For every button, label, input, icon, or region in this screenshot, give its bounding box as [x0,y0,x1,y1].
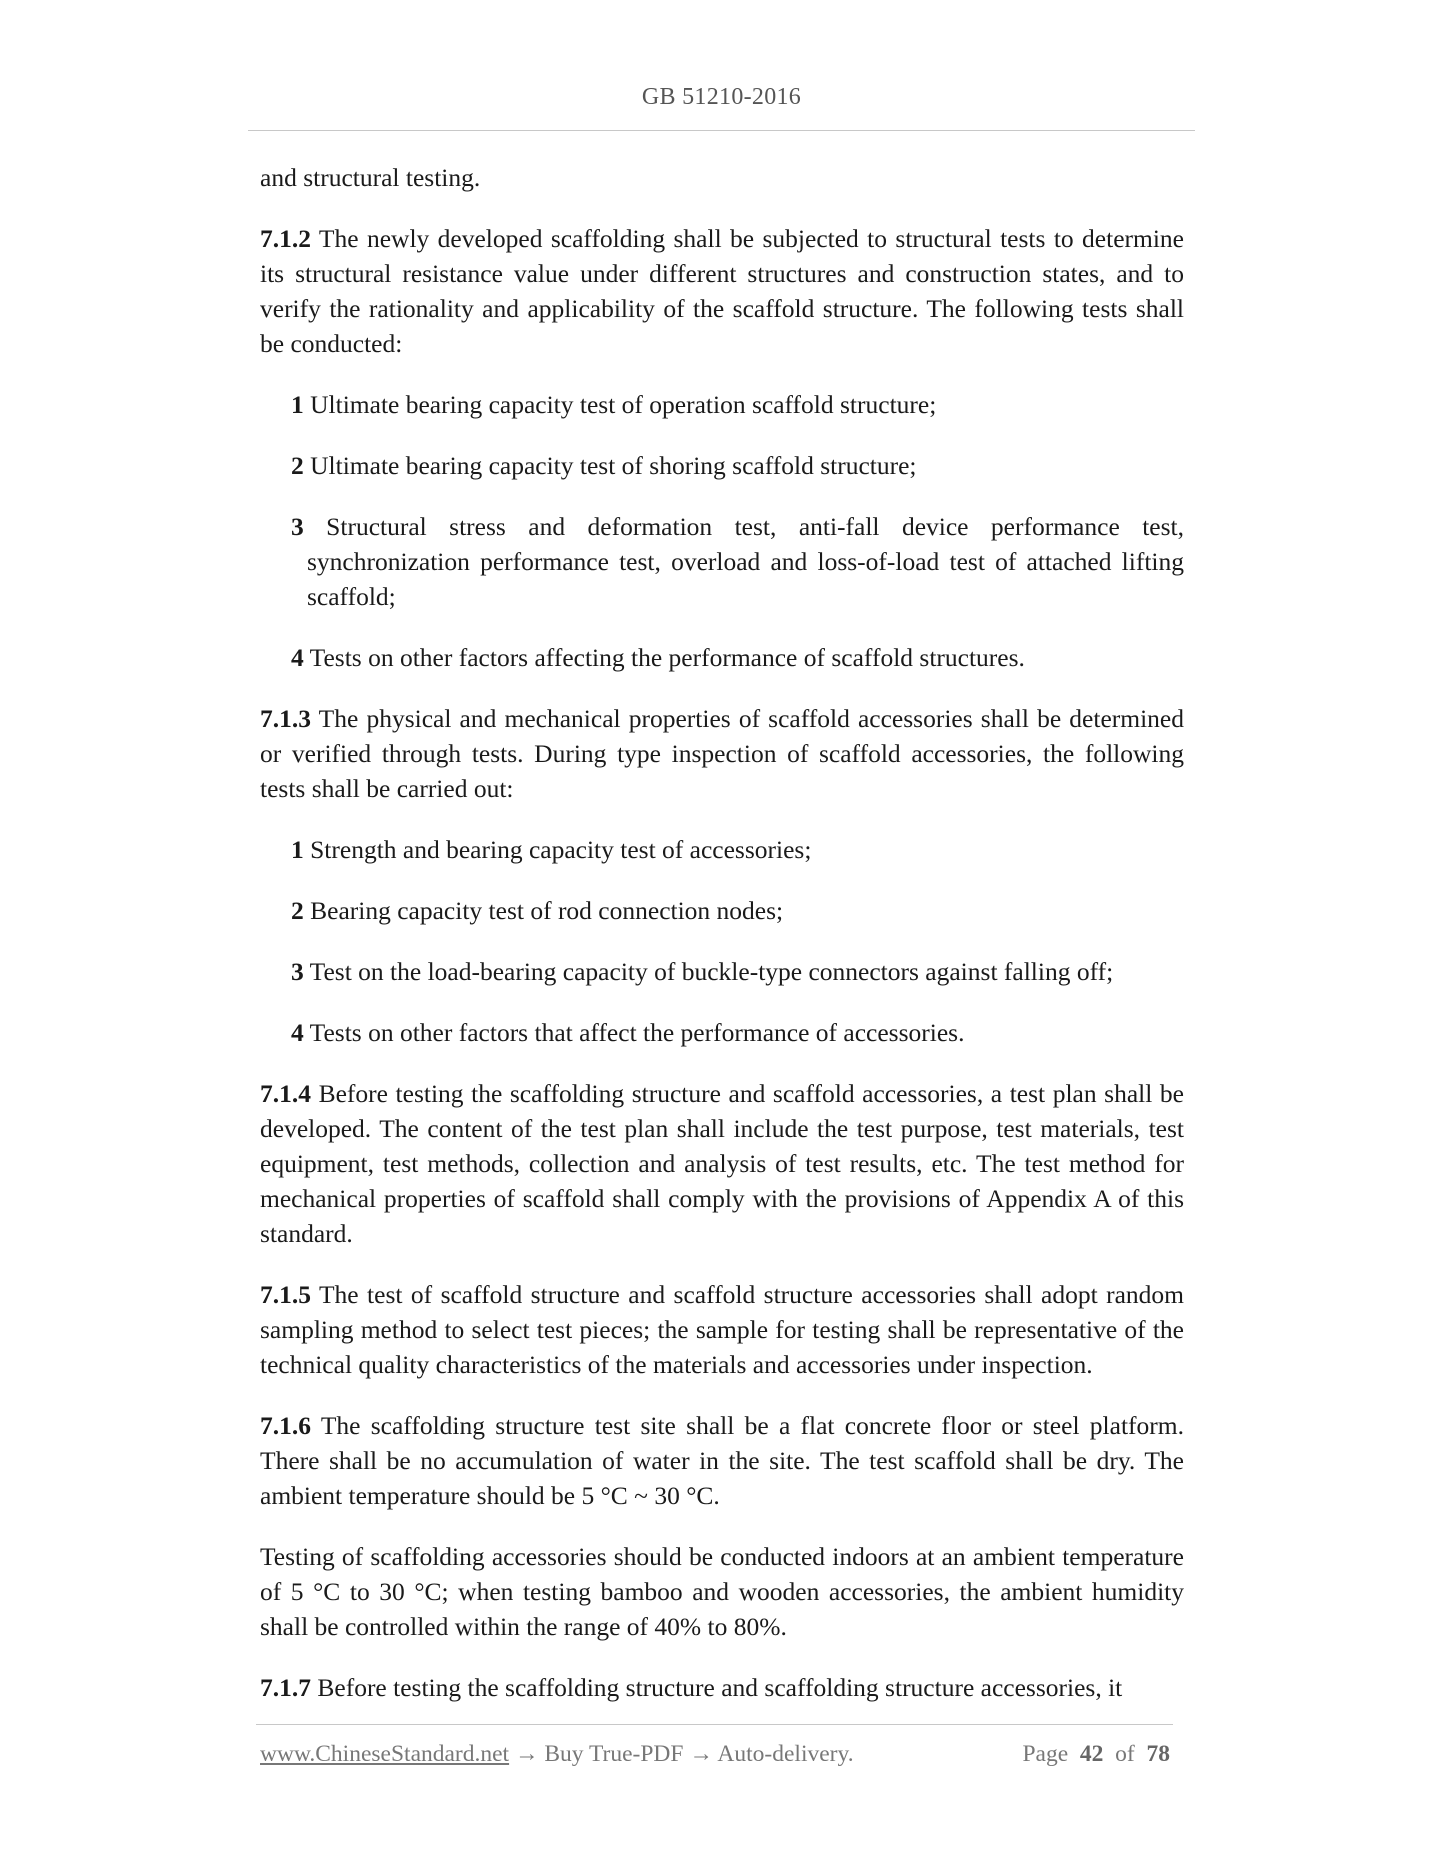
item-number: 1 [291,835,304,864]
paragraph-text: Testing of scaffolding accessories should be conducted indoors at an ambient temperature of 5 °C to 30 °C; when testing bamboo and wooden accessories, the ambient humidity shall be controlled within the range of 40% to 80%. [260,1542,1184,1641]
item-text: Strength and bearing capacity test of accessories; [303,835,812,864]
document-header: GB 51210-2016 [641,84,802,110]
arrow-icon: → [683,1741,718,1767]
header-divider [248,130,1195,131]
list-item [260,1015,1184,1050]
item-text: Tests on other factors that affect the performance of accessories. [303,1018,965,1047]
item-number: 3 [291,957,304,986]
auto-delivery-text: Auto-delivery. [717,1741,854,1767]
clause-7-1-3 [260,701,1184,806]
clause-7-1-4 [260,1076,1184,1251]
list-item [260,954,1184,989]
clause-7-1-5 [260,1277,1184,1382]
clause-7-1-6 [260,1408,1184,1513]
clause-number: 7.1.3 [260,704,311,733]
of-label: of [1115,1741,1135,1767]
item-text: Tests on other factors affecting the performance of scaffold structures. [303,643,1025,672]
item-text: Bearing capacity test of rod connection nodes; [303,896,784,925]
clause-number: 7.1.4 [260,1079,311,1108]
item-number: 4 [291,643,304,672]
page-total: 78 [1146,1741,1170,1767]
list-item [260,509,1184,614]
item-number: 4 [291,1018,304,1047]
clause-text: Before testing the scaffolding structure and scaffolding structure accessories, it [311,1673,1123,1702]
list-item [260,448,1184,483]
buy-pdf-text: Buy True-PDF [544,1741,684,1767]
arrow-icon: → [509,1741,545,1767]
clause-7-1-7 [260,1670,1184,1705]
item-text: Ultimate bearing capacity test of shoring scaffold structure; [303,451,917,480]
list-item [260,832,1184,867]
clause-7-1-2 [260,221,1184,361]
clause-text: The physical and mechanical properties of scaffold accessories shall be determined or verified through tests. During type inspection of scaffold accessories, the following tests shall be carried out: [260,704,1184,803]
document-body [260,160,1184,1731]
clause-number: 7.1.7 [260,1673,311,1702]
footer-promo [260,1741,854,1768]
item-number: 1 [291,390,304,419]
paragraph [260,1539,1184,1644]
clause-text: The scaffolding structure test site shall be a flat concrete floor or steel platform. There shall be no accumulation of water in the site. The test scaffold shall be dry. The ambient temperature should be 5 °C ~ 30 °C. [260,1411,1184,1510]
item-number: 2 [291,896,304,925]
item-text: Test on the load-bearing capacity of buckle-type connectors against falling off; [303,957,1114,986]
clause-number: 7.1.6 [260,1411,311,1440]
clause-text: Before testing the scaffolding structure and scaffold accessories, a test plan shall be developed. The content of the test plan shall include the test purpose, test materials, test equipment, test methods, collection and analysis of test results, etc. The test method for mechanical properties of scaffold shall comply with the provisions of Appendix A of this standard. [260,1079,1184,1248]
clause-text: The newly developed scaffolding shall be subjected to structural tests to determine its structural resistance value under different structures and construction states, and to verify the rationality and applicability of the scaffold structure. The following tests shall be conducted: [260,224,1184,358]
clause-text: The test of scaffold structure and scaffold structure accessories shall adopt random sampling method to select test pieces; the sample for testing shall be representative of the technical quality characteristics of the materials and accessories under inspection. [260,1280,1184,1379]
website-link[interactable]: www.ChineseStandard.net [260,1741,510,1767]
footer-divider [256,1724,1173,1725]
list-item [260,640,1184,675]
page-indicator [1022,1741,1170,1768]
item-text: Ultimate bearing capacity test of operation scaffold structure; [303,390,937,419]
paragraph [260,160,1184,195]
clause-number: 7.1.5 [260,1280,311,1309]
item-number: 2 [291,451,304,480]
list-item [260,387,1184,422]
item-number: 3 [291,512,304,541]
page-label: Page [1022,1741,1069,1767]
page-number: 42 [1079,1741,1104,1767]
clause-number: 7.1.2 [260,224,311,253]
paragraph-text: and structural testing. [260,163,481,192]
item-text: Structural stress and deformation test, anti-fall device performance test, synchronization performance test, overload and loss-of-load test of attached lifting scaffold; [303,512,1184,611]
list-item [260,893,1184,928]
